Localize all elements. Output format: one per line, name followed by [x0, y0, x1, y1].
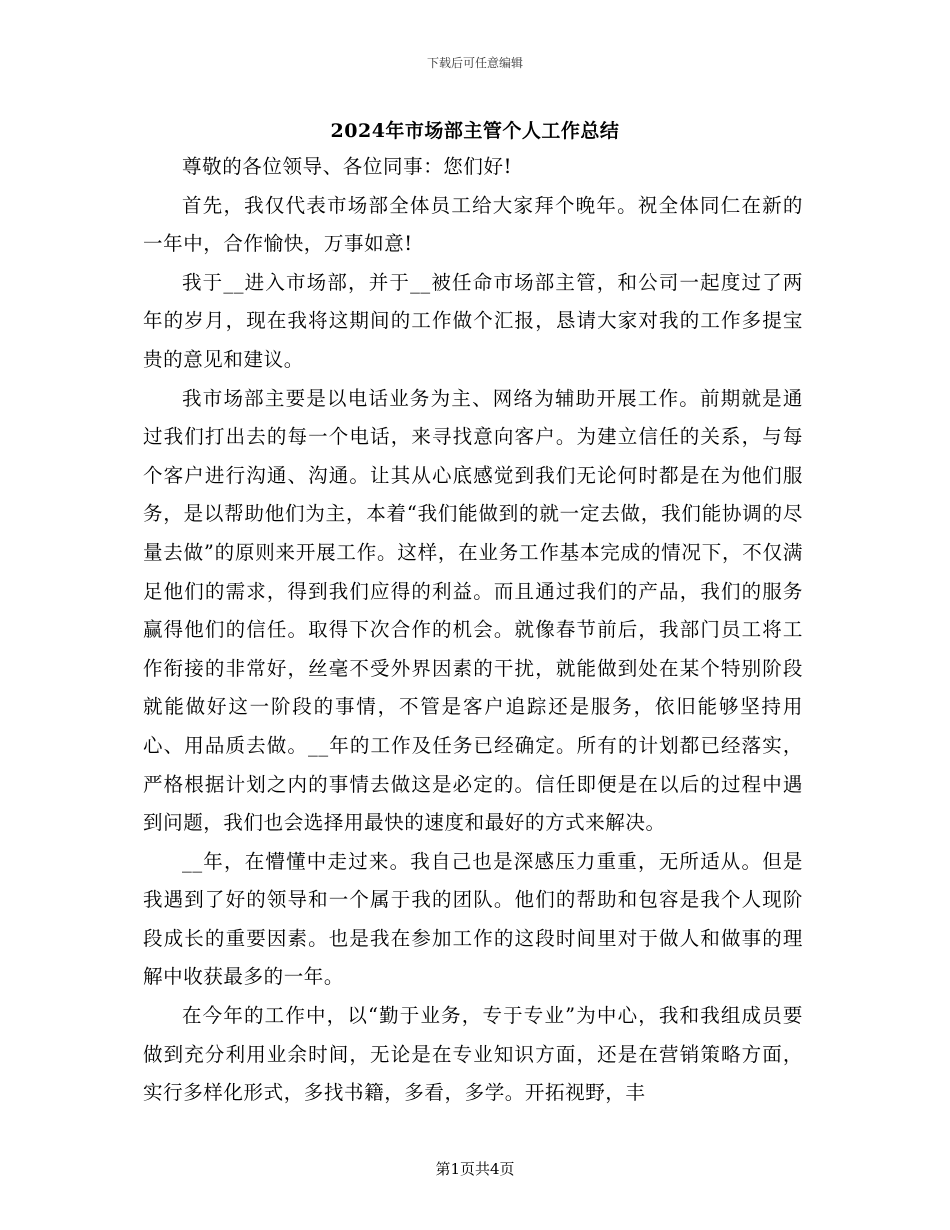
page-number-footer: 第1页共4页	[435, 1160, 515, 1178]
document-title: 2024年市场部主管个人工作总结	[330, 120, 620, 142]
paragraph: 在今年的工作中，以“勤于业务，专于专业”为中心，我和我组成员要做到充分利用业余时间，无论是在专业知识方面，还是在营销策略方面，实行多样化形式，多找书籍，多看，多学。开拓视野，丰	[143, 1004, 803, 1105]
paragraph: 我于__进入市场部，并于__被任命市场部主管，和公司一起度过了两年的岁月，现在我将这期间的工作做个汇报，恳请大家对我的工作多提宝贵的意见和建议。	[143, 270, 803, 371]
paragraph-greeting: 尊敬的各位领导、各位同事：您们好!	[182, 155, 513, 178]
document-body	[143, 148, 803, 1113]
paragraph: __年，在懵懂中走过来。我自己也是深感压力重重，无所适从。但是我遇到了好的领导和一个属于我的团队。他们的帮助和包容是我个人现阶段成长的重要因素。也是我在参加工作的这段时间里对于做人和做事的理解中收获最多的一年。	[143, 849, 803, 989]
paragraph: 我市场部主要是以电话业务为主、网络为辅助开展工作。前期就是通过我们打出去的每一个电话，来寻找意向客户。为建立信任的关系，与每个客户进行沟通、沟通。让其从心底感觉到我们无论何时都是在为他们服务，是以帮助他们为主，本着“我们能做到的就一定去做，我们能协调的尽量去做”的原则来开展工作。这样，在业务工作基本完成的情况下，不仅满足他们的需求，得到我们应得的利益。而且通过我们的产品，我们的服务赢得他们的信任。取得下次合作的机会。就像春节前后，我部门员工将工作衔接的非常好，丝毫不受外界因素的干扰，就能做到处在某个特别阶段就能做好这一阶段的事情，不管是客户追踪还是服务，依旧能够坚持用心、用品质去做。__年的工作及任务已经确定。所有的计划都已经落实，严格根据计划之内的事情去做这是必定的。信任即便是在以后的过程中遇到问题，我们也会选择用最快的速度和最好的方式来解决。	[143, 386, 803, 835]
page-header-note: 下载后可任意编辑	[426, 56, 523, 70]
paragraph: 首先，我仅代表市场部全体员工给大家拜个晚年。祝全体同仁在新的一年中，合作愉快，万事如意!	[143, 193, 803, 256]
